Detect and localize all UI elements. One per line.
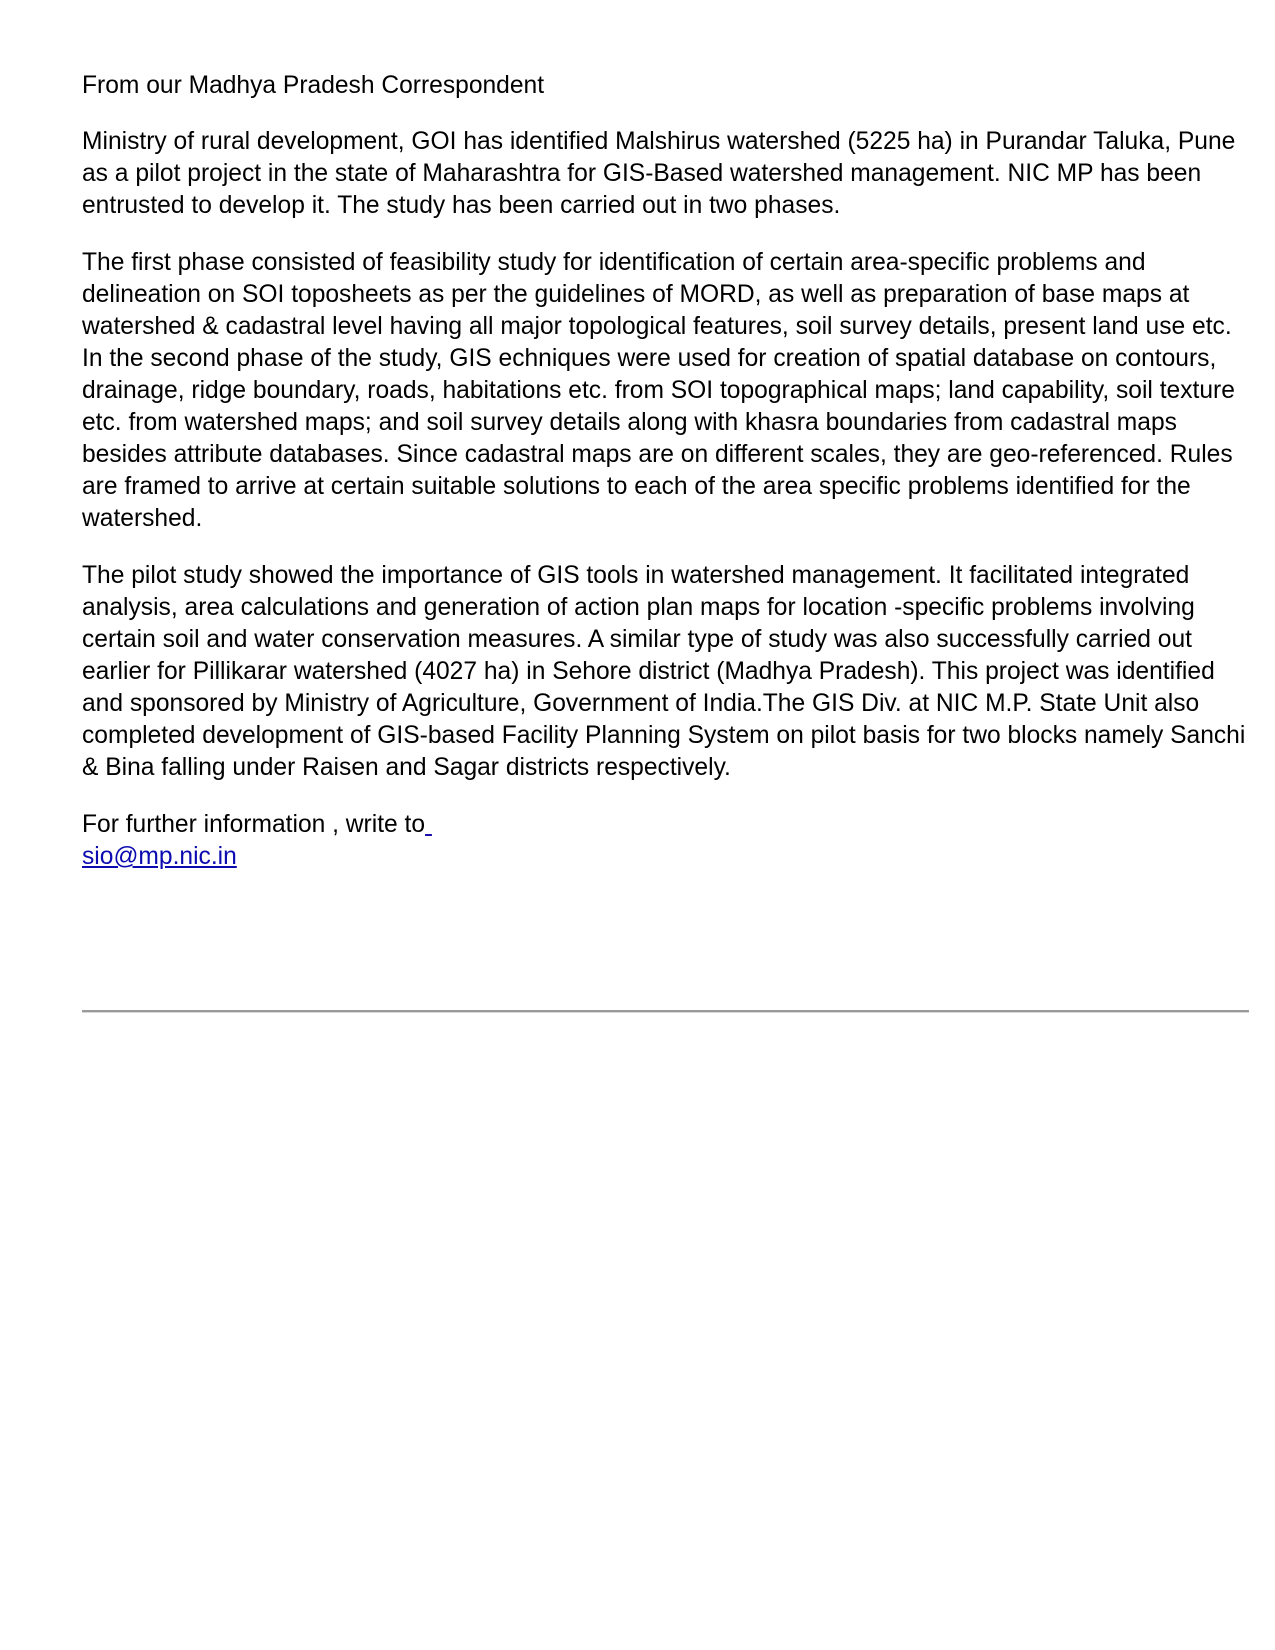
paragraph-first-phase: The first phase consisted of feasibility study for identification of certain area-specific problems and delineation on SOI toposheets as per the guidelines of MORD, as well as preparation of base maps at watershed & cadastral level having all major topological features, soil survey details, present land use etc. In the second phase of the study, GIS echniques were used for creation of spatial database on contours, drainage, ridge boundary, roads, habitations etc. from SOI topographical maps; land capability, soil texture etc. from watershed maps; and soil survey details along with khasra boundaries from cadastral maps besides attribute databases. Since cadastral maps are on different scales, they are geo-referenced. Rules are framed to arrive at certain suitable solutions to each of the area specific problems identified for the watershed. [82, 249, 1235, 532]
horizontal-rule [82, 1010, 1249, 1013]
paragraph-intro: Ministry of rural development, GOI has identified Malshirus watershed (5225 ha) in Purandar Taluka, Pune as a pilot project in the state of Maharashtra for GIS-Based watershed management. NIC MP has been entrusted to develop it. The study has been carried out in two phases. [82, 128, 1236, 219]
paragraph-pilot-study: The pilot study showed the importance of GIS tools in watershed management. It facilitated integrated analysis, area calculations and generation of action plan maps for location -specific problems involving certain soil and water conservation measures. A similar type of study was also successfully carried out earlier for Pillikarar watershed (4027 ha) in Sehore district (Madhya Pradesh). This project was identified and sponsored by Ministry of Agriculture, Government of India.The GIS Div. at NIC M.P. State Unit also completed development of GIS-based Facility Planning System on pilot basis for two blocks namely Sanchi & Bina falling under Raisen and Sagar districts respectively. [82, 562, 1246, 781]
contact-text: For further information , write to [82, 811, 426, 838]
byline: From our Madhya Pradesh Correspondent [82, 72, 545, 99]
link-underscore [425, 811, 432, 838]
email-link[interactable]: sio@mp.nic.in [82, 843, 237, 870]
article [82, 70, 1257, 873]
contact-line [82, 809, 1257, 873]
